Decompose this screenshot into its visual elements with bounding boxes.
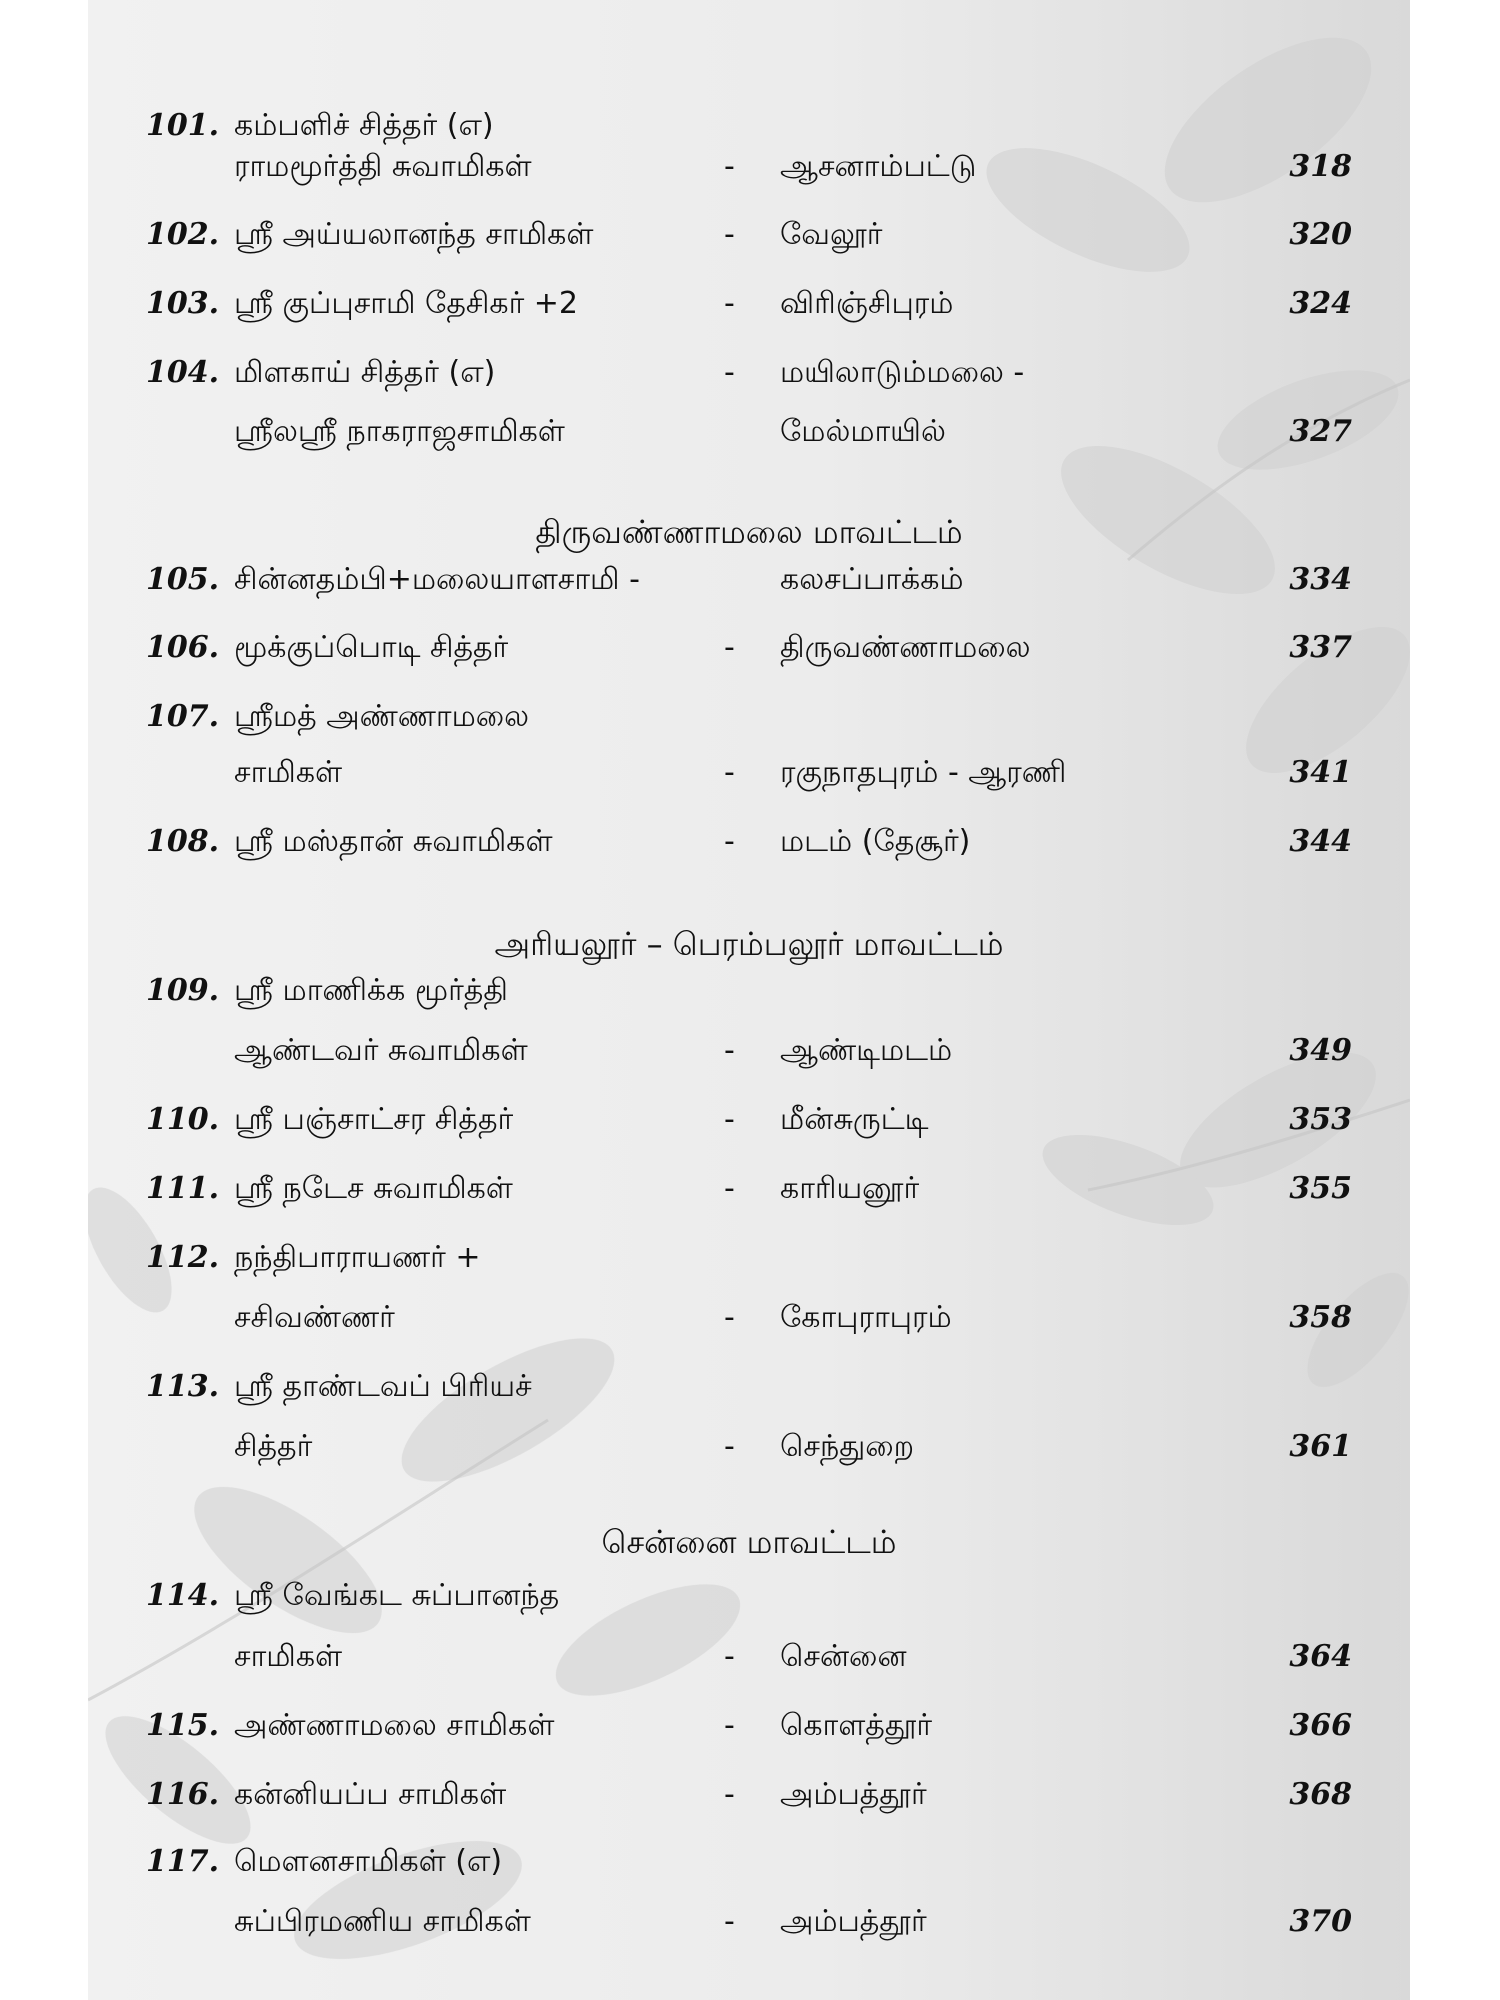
section-heading: அரியலூர் – பெரம்பலூர் மாவட்டம்: [494, 925, 1004, 963]
page-number: 334: [1289, 562, 1352, 597]
page-number: 337: [1289, 630, 1352, 665]
entry-place: மேல்மாயில்: [780, 414, 946, 449]
entry-name: அண்ணாமலை சாமிகள்: [234, 1708, 555, 1743]
toc-entry: [88, 353, 1410, 393]
entry-name: சசிவண்ணர்: [234, 1300, 395, 1335]
toc-entry: [88, 1427, 1410, 1467]
entry-name: மௌனசாமிகள் (எ): [234, 1844, 503, 1879]
book-page: [88, 0, 1410, 2000]
entry-name: ஸ்ரீ மாணிக்க மூர்த்தி: [234, 973, 508, 1008]
toc-content: [88, 0, 1410, 2000]
entry-number: 111.: [146, 1171, 220, 1206]
entry-name: மிளகாய் சித்தர் (எ): [234, 355, 496, 390]
toc-entry: [88, 284, 1410, 324]
page-number: 368: [1289, 1777, 1352, 1812]
entry-number: 102.: [146, 217, 220, 252]
entry-dash: -: [724, 755, 735, 790]
entry-dash: -: [724, 1639, 735, 1674]
entry-place: கோபுராபுரம்: [780, 1300, 952, 1335]
page-number: 355: [1289, 1171, 1352, 1206]
toc-entry: [88, 1238, 1410, 1278]
toc-entry: [88, 753, 1410, 793]
entry-number: 117.: [146, 1844, 220, 1879]
entry-dash: -: [724, 1429, 735, 1464]
toc-entry: [88, 412, 1410, 452]
toc-entry: [88, 560, 1410, 600]
entry-dash: -: [724, 1300, 735, 1335]
entry-number: 106.: [146, 630, 220, 665]
page-number: 318: [1289, 149, 1352, 184]
toc-entry: [88, 1169, 1410, 1209]
page-number: 341: [1289, 755, 1352, 790]
entry-place: மீன்சுருட்டி: [780, 1102, 929, 1137]
toc-entry: [88, 1902, 1410, 1942]
entry-dash: -: [724, 286, 735, 321]
page-number: 327: [1289, 414, 1352, 449]
entry-name: ஸ்ரீ மஸ்தான் சுவாமிகள்: [234, 824, 553, 859]
entry-number: 115.: [146, 1708, 220, 1743]
entry-name: ஸ்ரீலஸ்ரீ நாகராஜசாமிகள்: [234, 414, 565, 449]
toc-entry: [88, 147, 1410, 187]
toc-entry: [88, 628, 1410, 668]
page-number: 358: [1289, 1300, 1352, 1335]
entry-name: கன்னியப்ப சாமிகள்: [234, 1777, 507, 1812]
entry-name: ஸ்ரீ குப்புசாமி தேசிகர் +2: [234, 286, 579, 321]
section-heading: திருவண்ணாமலை மாவட்டம்: [535, 513, 963, 551]
page-number: 324: [1289, 286, 1352, 321]
entry-name: ஸ்ரீ பஞ்சாட்சர சித்தர்: [234, 1102, 514, 1137]
entry-name: சின்னதம்பி+மலையாளசாமி -: [234, 562, 640, 597]
page-number: 366: [1289, 1708, 1352, 1743]
entry-dash: -: [724, 1708, 735, 1743]
entry-dash: -: [724, 355, 735, 390]
entry-number: 103.: [146, 286, 220, 321]
entry-name: மூக்குப்பொடி சித்தர்: [234, 630, 509, 665]
entry-number: 107.: [146, 699, 220, 734]
entry-name: ஸ்ரீ நடேச சுவாமிகள்: [234, 1171, 513, 1206]
toc-entry: [88, 697, 1410, 737]
entry-number: 105.: [146, 562, 220, 597]
entry-place: அம்பத்தூர்: [780, 1777, 927, 1812]
toc-entry: [88, 106, 1410, 146]
entry-dash: -: [724, 1171, 735, 1206]
entry-place: செந்துறை: [780, 1429, 915, 1464]
toc-entry: [88, 1842, 1410, 1882]
toc-entry: [88, 1100, 1410, 1140]
toc-entry: [88, 1298, 1410, 1338]
toc-entry: [88, 822, 1410, 862]
toc-entry: [88, 971, 1410, 1011]
entry-dash: -: [724, 1102, 735, 1137]
entry-name: கம்பளிச் சித்தர் (எ): [234, 108, 494, 143]
toc-entry: [88, 1576, 1410, 1616]
entry-number: 110.: [146, 1102, 220, 1137]
page-number: 364: [1289, 1639, 1352, 1674]
entry-number: 104.: [146, 355, 220, 390]
entry-place: சென்னை: [780, 1639, 907, 1674]
entry-name: சுப்பிரமணிய சாமிகள்: [234, 1904, 531, 1939]
entry-name: ஸ்ரீமத் அண்ணாமலை: [234, 699, 530, 734]
entry-number: 109.: [146, 973, 220, 1008]
entry-name: நந்திபாராயணர் +: [234, 1240, 481, 1275]
page-number: 353: [1289, 1102, 1352, 1137]
entry-name: ஸ்ரீ வேங்கட சுப்பானந்த: [234, 1578, 560, 1613]
section-heading: சென்னை மாவட்டம்: [601, 1523, 897, 1561]
entry-place: காரியனூர்: [780, 1171, 920, 1206]
toc-entry: [88, 1637, 1410, 1677]
entry-number: 108.: [146, 824, 220, 859]
entry-dash: -: [724, 149, 735, 184]
entry-name: ராமமூர்த்தி சுவாமிகள்: [234, 149, 532, 184]
entry-place: மடம் (தேசூர்): [780, 824, 971, 859]
entry-place: ரகுநாதபுரம் - ஆரணி: [780, 755, 1067, 790]
entry-place: கலசப்பாக்கம்: [780, 562, 964, 597]
entry-name: சாமிகள்: [234, 1639, 343, 1674]
toc-entry: [88, 1031, 1410, 1071]
page-number: 344: [1289, 824, 1352, 859]
entry-name: ஸ்ரீ தாண்டவப் பிரியச்: [234, 1369, 532, 1404]
entry-dash: -: [724, 217, 735, 252]
page-number: 361: [1289, 1429, 1352, 1464]
toc-entry: [88, 1367, 1410, 1407]
entry-number: 114.: [146, 1578, 220, 1613]
entry-name: சித்தர்: [234, 1429, 313, 1464]
page-number: 349: [1289, 1033, 1352, 1068]
entry-place: அம்பத்தூர்: [780, 1904, 927, 1939]
entry-name: ஸ்ரீ அய்யலானந்த சாமிகள்: [234, 217, 594, 252]
toc-entry: [88, 1706, 1410, 1746]
entry-place: ஆசனாம்பட்டு: [780, 149, 977, 184]
toc-entry: [88, 215, 1410, 255]
page-number: 370: [1289, 1904, 1352, 1939]
toc-entry: [88, 1775, 1410, 1815]
entry-dash: -: [724, 1033, 735, 1068]
entry-place: கொளத்தூர்: [780, 1708, 933, 1743]
entry-name: சாமிகள்: [234, 755, 343, 790]
entry-number: 112.: [146, 1240, 220, 1275]
entry-dash: -: [724, 1904, 735, 1939]
entry-place: ஆண்டிமடம்: [780, 1033, 953, 1068]
entry-dash: -: [724, 1777, 735, 1812]
page-number: 320: [1289, 217, 1352, 252]
entry-dash: -: [724, 824, 735, 859]
entry-place: வேலூர்: [780, 217, 883, 252]
entry-place: மயிலாடும்மலை -: [780, 355, 1025, 390]
entry-number: 116.: [146, 1777, 220, 1812]
entry-dash: -: [724, 630, 735, 665]
entry-place: திருவண்ணாமலை: [780, 630, 1031, 665]
entry-name: ஆண்டவர் சுவாமிகள்: [234, 1033, 528, 1068]
entry-number: 101.: [146, 108, 220, 143]
entry-number: 113.: [146, 1369, 220, 1404]
entry-place: விரிஞ்சிபுரம்: [780, 286, 954, 321]
